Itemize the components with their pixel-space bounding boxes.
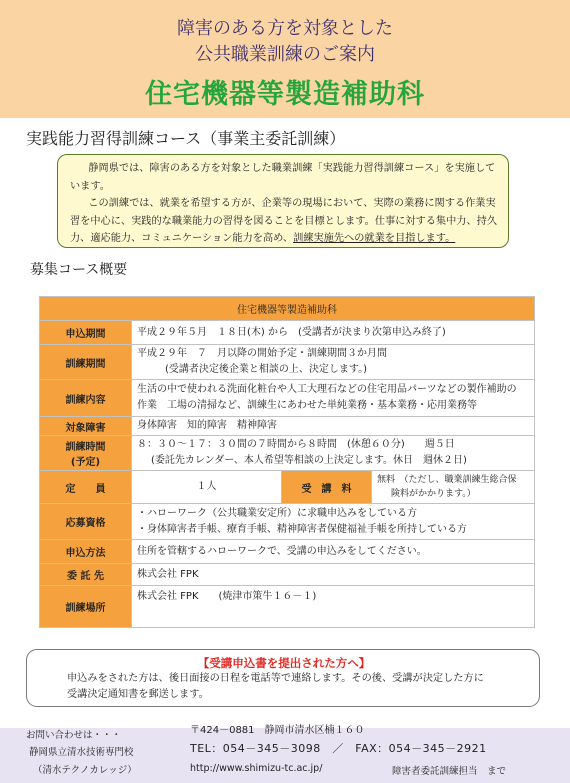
training-hours-value [132,436,535,471]
tuition-line1: 無料 （ただし、職業訓練生総合保 [377,475,517,485]
intro-goal-underlined: 訓練実施先への就業を目指します。 [293,233,456,245]
header-subtitle-line1: 障害のある方を対象とした [177,18,393,39]
training-hours-label-line1: 訓練時間 [65,442,106,453]
application-method-value: 住所を管轄するハローワークで、受講の申込みをしてください。 [132,540,535,564]
course-title: 住宅機器等製造補助科 [145,79,425,110]
training-content-label: 訓練内容 [40,380,132,417]
training-content-line1: 生活の中で使われる洗面化粧台や人工大理石などの住宅用品パーツなどの製作補助の [137,384,517,395]
training-period-line2: (受講者決定後企業と相談の上、決定します。) [165,364,368,375]
table-row [40,471,535,504]
training-period-value [132,345,535,380]
website-link[interactable]: http://www.shimizu-tc.ac.jp/ [190,763,323,774]
training-period-label: 訓練期間 [40,345,132,380]
eligibility-line1: ・ハローワーク（公共職業安定所）に求職申込みをしている方 [137,507,417,519]
school-name: 静岡県立清水技術専門校 [29,747,134,758]
training-content-line2: 作業 工場の清掃など、訓練生にあわせた単純業務・基本業務・応用業務等 [137,400,477,411]
training-hours-line2: (委託先カレンダー、本人希望等相談の上決定します。休日 週休２日) [151,455,467,466]
school-nickname: （清水テクノカレッジ） [33,765,137,776]
notice-body [67,671,527,703]
table-row [40,380,535,417]
intro-paragraph-2 [70,195,498,248]
school-address: 〒424－0881 静岡市清水区楠１６０ [190,725,365,736]
notice-box [26,649,540,707]
notice-line1: 申込みをされた方は、後日面接の日程を電話等で連絡します。その後、受講が決定した方に [67,673,484,684]
eligibility-line2: ・身体障害者手帳、療育手帳、精神障害者保健福祉手帳を所持している方 [137,523,467,535]
header-banner [0,0,570,118]
training-period-line1: 平成２９年 ７ 月以降の開始予定・訓練期間３か月間 [137,348,387,359]
notice-title: 【受講申込書を提出された方へ】 [197,656,371,670]
contact-department: 障害者委託訓練担当 まで [392,766,507,777]
table-row [40,504,535,540]
intro-paragraph-2-text: この訓練では、就業を希望する方が、企業等の現場において、実際の業務に関する作業実習を中心に、実践的な職業能力の習得を図ることを目標とします。仕事に対する集中力、持久力、適応能力、コミュニケーション能力を高め、 [70,198,498,245]
tuition-value [372,471,535,504]
table-row [40,321,535,345]
table-row [40,345,535,380]
target-disability-value: 身体障害 知的障害 精神障害 [132,417,535,436]
table-row [40,586,535,628]
intro-paragraph-1: 静岡県では、障害のある方を対象とした職業訓練「実践能力習得訓練コース」を実施しています。 [70,163,496,192]
target-disability-label: 対象障害 [40,417,132,436]
contractor-value: 株式会社 FPK [132,564,535,586]
application-period-value: 平成２９年５月 １８日(木) から (受講者が決まり次第申込み終了) [132,321,535,345]
table-row [40,417,535,436]
training-hours-line1: ８：３０～１７：３０間の７時間から８時間 (休憩６０分) 週５日 [137,439,455,450]
training-location-label: 訓練場所 [40,586,132,628]
notice-line2: 受講決定通知書を郵送します。 [67,689,209,700]
contractor-label: 委 託 先 [40,564,132,586]
training-hours-label-line2: (予定) [70,457,101,468]
training-content-value [132,380,535,417]
table-row [40,564,535,586]
training-hours-label [40,436,132,471]
tuition-line2: 険料がかかります。） [391,489,476,499]
header-subtitle-line2: 公共職業訓練のご案内 [195,44,375,65]
course-summary-table [39,296,535,628]
application-method-label: 申込方法 [40,540,132,564]
contact-intro: お問い合わせは・・・ [26,730,122,741]
course-name-header: 住宅機器等製造補助科 [40,297,535,321]
phone-fax: TEL：054－345－3098 ／ FAX：054－345－2921 [190,742,487,755]
eligibility-label: 応募資格 [40,504,132,540]
table-row [40,540,535,564]
tuition-label: 受 講 料 [282,471,372,504]
intro-box [57,154,509,248]
table-row [40,436,535,471]
application-period-label: 申込期間 [40,321,132,345]
capacity-label: 定 員 [40,471,132,504]
training-location-value: 株式会社 FPK (焼津市策牛１６－１) [132,586,535,628]
recruitment-heading: 募集コース概要 [30,262,128,278]
table-row [40,297,535,321]
section-title: 実践能力習得訓練コース（事業主委託訓練） [26,129,346,148]
eligibility-value [132,504,535,540]
capacity-value: １人 [132,471,282,504]
